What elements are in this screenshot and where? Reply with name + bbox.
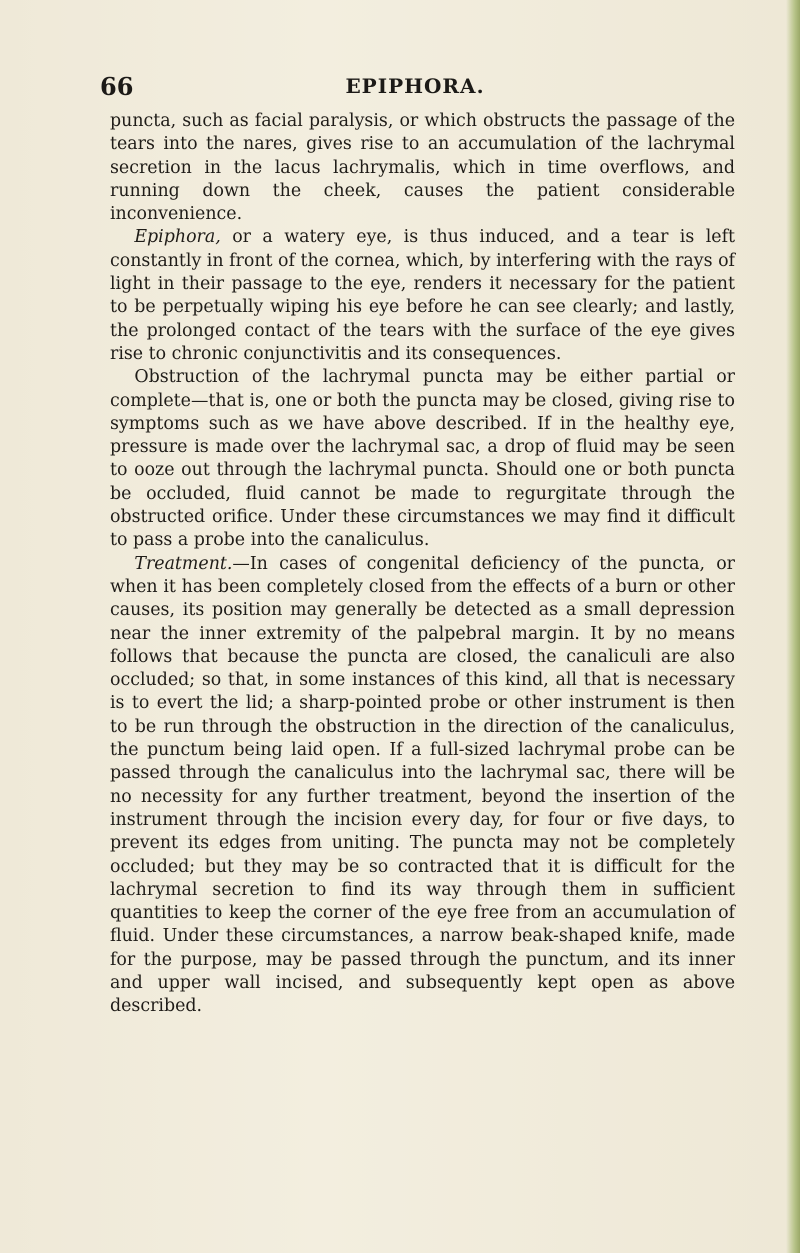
body-text — [110, 110, 735, 1019]
paragraph-treatment — [110, 553, 735, 1019]
paragraph-epiphora — [110, 226, 735, 366]
page-edge — [786, 0, 800, 1253]
page-number: 66 — [100, 72, 134, 101]
page-header — [100, 72, 730, 102]
paragraph-lead: Epiphora, — [134, 227, 221, 248]
paragraph-obstruction — [110, 366, 735, 552]
paragraph-text: puncta, such as facial paralysis, or which obstructs the passage of the tears into the nares, gives rise to an accumulation of the lachrymal secretion in the lacus lachrymalis, which in time overflows, and running down the cheek, causes the patient considerable inconvenience. — [110, 111, 735, 225]
paragraph-continuation — [110, 110, 735, 226]
paragraph-text: or a watery eye, is thus induced, and a tear is left constantly in front of the cornea, which, by interfering with the rays of light in their passage to the eye, renders it necessary for the patient to be perpetually wiping his eye before he can see clearly; and lastly, the prolonged contact of the tears with the surface of the eye gives rise to chronic conjunctivitis and its consequences. — [110, 227, 735, 364]
running-head: EPIPHORA. — [345, 74, 485, 98]
paragraph-lead: Treatment. — [134, 553, 233, 574]
paragraph-text: —In cases of congenital deficiency of the puncta, or when it has been completely closed from the effects of a burn or other causes, its position may generally be detected as a small depression near the inner extremity of the palpebral margin. It by no means follows that because the puncta are closed, the canaliculi are also occluded; so that, in some instances of this kind, all that is necessary is to evert the lid; a sharp-pointed probe or other instrument is then to be run through the obstruction in the direction of the canaliculus, the punctum being laid open. If a full-sized lachrymal probe can be passed through the canaliculus into the lachrymal sac, there will be no necessity for any further treatment, beyond the insertion of the instrument through the incision every day, for four or five days, to prevent its edges from uniting. The puncta may not be completely occluded; but they may be so contracted that it is difficult for the lachrymal secretion to find its way through them in sufficient quantities to keep the corner of the eye free from an accumulation of fluid. Under these circumstances, a narrow beak-shaped knife, made for the purpose, may be passed through the punctum, and its inner and upper wall incised, and subsequently kept open as above described. — [110, 553, 735, 1017]
paragraph-text: Obstruction of the lachrymal puncta may be either partial or complete—that is, one or both the puncta may be closed, giving rise to symptoms such as we have above described. If in the healthy eye, pressure is made over the lachrymal sac, a drop of fluid may be seen to ooze out through the lachrymal puncta. Should one or both puncta be occluded, fluid cannot be made to regurgitate through the obstructed orifice. Under these circumstances we may find it difficult to pass a probe into the canaliculus. — [110, 367, 735, 551]
